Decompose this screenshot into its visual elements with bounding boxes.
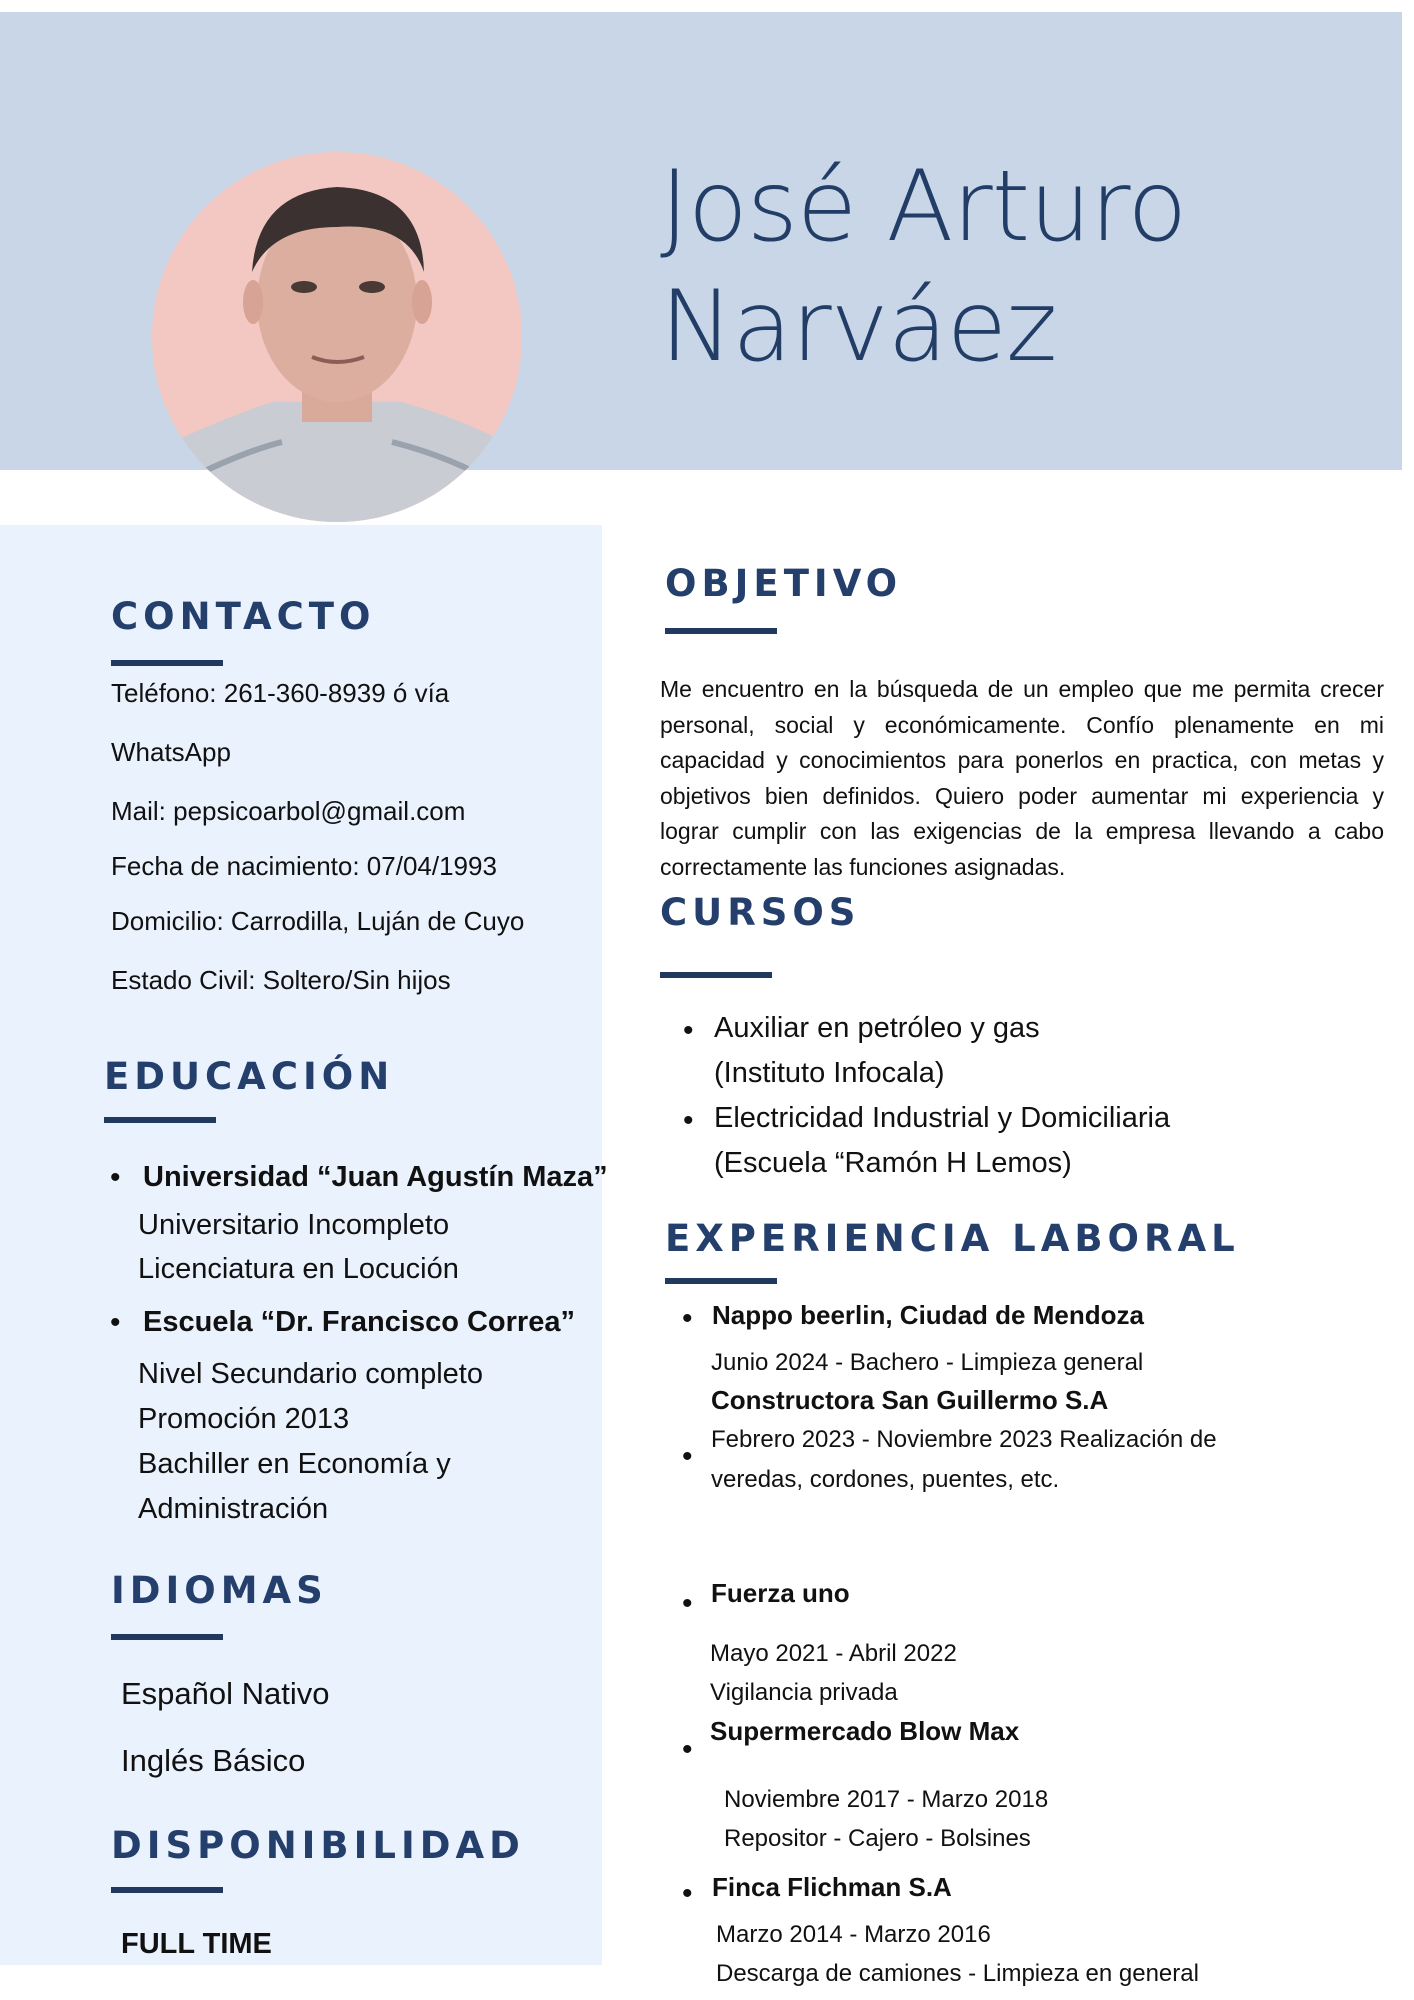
experience-detail: Junio 2024 - Bachero - Limpieza general (711, 1349, 1144, 1376)
contact-birth-date: Fecha de nacimiento: 07/04/1993 (111, 851, 497, 881)
education-detail: Licenciatura en Locución (138, 1253, 459, 1285)
experience-bullet-5: • (682, 1877, 693, 1910)
languages-title-rule (111, 1634, 223, 1640)
education-detail: Bachiller en Economía y (138, 1448, 451, 1480)
experience-company-1: Nappo beerlin, Ciudad de Mendoza (712, 1300, 1144, 1330)
objective-title-rule (665, 628, 777, 634)
language-item: Español Nativo (121, 1676, 330, 1711)
contact-title-rule (111, 660, 223, 666)
contact-title: CONTACTO (111, 595, 376, 638)
contact-mail: Mail: pepsicoarbol@gmail.com (111, 796, 466, 826)
education-school-1: Universidad “Juan Agustín Maza” (143, 1161, 608, 1193)
experience-company-2: Constructora San Guillermo S.A (711, 1385, 1109, 1415)
course-bullet-1: • (683, 1014, 694, 1047)
contact-phone-line-1: Teléfono: 261-360-8939 ó vía (111, 678, 450, 708)
courses-title: CURSOS (660, 891, 861, 934)
profile-photo-illustration (152, 152, 522, 522)
course-place: (Escuela “Ramón H Lemos) (714, 1147, 1072, 1179)
contact-civil-status: Estado Civil: Soltero/Sin hijos (111, 965, 451, 995)
experience-detail: Noviembre 2017 - Marzo 2018 (724, 1786, 1049, 1813)
course-name: Auxiliar en petróleo y gas (714, 1012, 1040, 1044)
course-place: (Instituto Infocala) (714, 1057, 945, 1089)
availability-title: DISPONIBILIDAD (111, 1824, 525, 1867)
education-school-2: Escuela “Dr. Francisco Correa” (143, 1306, 575, 1338)
education-detail: Universitario Incompleto (138, 1209, 450, 1241)
education-bullet-1: • (110, 1161, 121, 1194)
experience-bullet-2: • (682, 1440, 693, 1473)
contact-phone-line-2: WhatsApp (111, 737, 231, 767)
course-name: Electricidad Industrial y Domiciliaria (714, 1102, 1171, 1134)
experience-title-rule (665, 1278, 777, 1284)
education-detail: Promoción 2013 (138, 1403, 350, 1435)
name-line-1: José Arturo (660, 150, 1187, 264)
objective-text: Me encuentro en la búsqueda de un empleo que me permita crecer personal, social y económicamente. Confío plenamente en mi capacidad y conocimientos para ponerlos en practica, con metas y objetivos bien definidos. Quiero poder aumentar mi experiencia y lograr cumplir con las exigencias de la empresa llevando a cabo correctamente las funciones asignadas. (660, 676, 1384, 880)
availability-value: FULL TIME (121, 1928, 272, 1960)
experience-detail: veredas, cordones, puentes, etc. (711, 1466, 1060, 1493)
experience-detail: Vigilancia privada (710, 1679, 898, 1706)
experience-detail: Febrero 2023 - Noviembre 2023 Realización de (711, 1426, 1217, 1453)
languages-title: IDIOMAS (111, 1569, 328, 1612)
experience-detail: Descarga de camiones - Limpieza en general (716, 1960, 1199, 1987)
availability-title-rule (111, 1887, 223, 1893)
education-detail: Administración (138, 1493, 329, 1525)
experience-title: EXPERIENCIA LABORAL (665, 1217, 1240, 1260)
language-item: Inglés Básico (121, 1743, 306, 1778)
experience-bullet-1: • (682, 1302, 693, 1335)
education-bullet-2: • (110, 1306, 121, 1339)
experience-detail: Repositor - Cajero - Bolsines (724, 1825, 1031, 1852)
education-title-rule (104, 1117, 216, 1123)
experience-bullet-4: • (682, 1733, 693, 1766)
name-line-2: Narváez (660, 270, 1057, 384)
courses-title-rule (660, 972, 772, 978)
objective-title: OBJETIVO (665, 562, 903, 605)
profile-photo (152, 152, 522, 522)
education-detail: Nivel Secundario completo (138, 1358, 483, 1390)
experience-company-3: Fuerza uno (711, 1578, 850, 1608)
education-title: EDUCACIÓN (104, 1055, 395, 1098)
experience-company-5: Finca Flichman S.A (712, 1872, 952, 1902)
experience-company-4: Supermercado Blow Max (710, 1716, 1020, 1746)
contact-address: Domicilio: Carrodilla, Luján de Cuyo (111, 906, 525, 936)
course-bullet-2: • (683, 1104, 694, 1137)
experience-bullet-3: • (682, 1587, 693, 1620)
experience-detail: Marzo 2014 - Marzo 2016 (716, 1921, 991, 1948)
experience-detail: Mayo 2021 - Abril 2022 (710, 1640, 957, 1667)
